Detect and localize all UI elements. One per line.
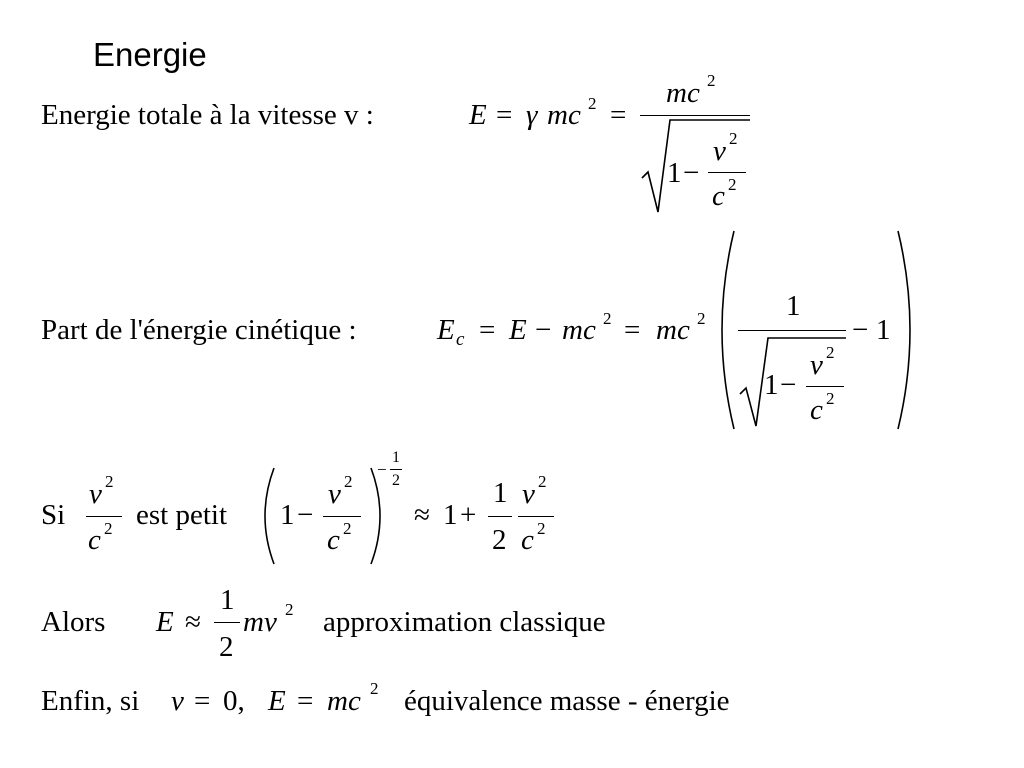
symbol-mc: mc <box>327 685 361 717</box>
fraction-bar <box>708 172 746 173</box>
symbol-mc: mc <box>656 314 690 346</box>
digit-2: 2 <box>219 631 234 663</box>
fraction-bar <box>806 386 844 387</box>
fraction-bar <box>390 469 402 470</box>
symbol-c: c <box>88 524 101 556</box>
exponent-2: 2 <box>728 175 737 194</box>
exponent-2: 2 <box>826 343 835 362</box>
symbol-mc: mc <box>562 314 596 346</box>
exponent-2: 2 <box>538 472 547 491</box>
digit-1: 1 <box>876 314 891 346</box>
equals-sign: = <box>479 314 496 346</box>
exponent-2: 2 <box>370 679 379 698</box>
fraction-bar <box>323 516 361 517</box>
fraction-bar <box>738 330 846 331</box>
digit-2: 2 <box>492 524 507 556</box>
equals-sign: = <box>496 99 513 131</box>
symbol-v: v <box>171 685 184 717</box>
exponent-minus: − <box>377 460 387 479</box>
enfin-label: Enfin, si <box>41 685 140 717</box>
exponent-2: 2 <box>343 519 352 538</box>
exponent-2: 2 <box>105 472 114 491</box>
slide-title: Energie <box>93 36 207 73</box>
digit-1: 1 <box>764 369 779 401</box>
symbol-mc: mc <box>547 99 581 131</box>
equals-sign: = <box>194 685 211 717</box>
symbol-E: E <box>437 314 455 346</box>
digit-1: 1 <box>443 499 458 531</box>
subscript-c: c <box>456 329 465 350</box>
digit-1: 1 <box>220 584 235 616</box>
plus-sign: + <box>460 499 477 531</box>
est-petit-label: est petit <box>136 499 228 531</box>
total-energy-label: Energie totale à la vitesse v : <box>41 99 374 131</box>
exponent-2: 2 <box>707 71 716 90</box>
exponent-2: 2 <box>285 600 294 619</box>
exponent-2: 2 <box>537 519 546 538</box>
equals-sign: = <box>624 314 641 346</box>
exponent-denominator: 2 <box>392 472 400 489</box>
digit-1: 1 <box>280 499 295 531</box>
equals-sign: = <box>610 99 627 131</box>
kinetic-energy-label: Part de l'énergie cinétique : <box>41 314 357 346</box>
alors-label: Alors <box>41 606 106 638</box>
zero-value: 0, <box>223 685 245 717</box>
symbol-mv: mv <box>243 606 277 638</box>
approx-sign: ≈ <box>185 606 201 638</box>
symbol-c: c <box>810 394 823 426</box>
exponent-2: 2 <box>826 389 835 408</box>
exponent-2: 2 <box>104 519 113 538</box>
fraction-bar <box>488 516 512 517</box>
approx-sign: ≈ <box>414 499 430 531</box>
symbol-v: v <box>810 349 823 381</box>
exponent-numerator: 1 <box>392 449 400 466</box>
exponent-2: 2 <box>697 309 706 328</box>
minus-sign: − <box>683 157 700 189</box>
symbol-E: E <box>268 685 286 717</box>
fraction-bar <box>86 516 122 517</box>
digit-1: 1 <box>786 290 801 322</box>
minus-sign: − <box>297 499 314 531</box>
classical-approx-label: approximation classique <box>323 606 606 638</box>
symbol-E: E <box>509 314 527 346</box>
symbol-v: v <box>89 478 102 510</box>
symbol-E: E <box>156 606 174 638</box>
exponent-2: 2 <box>344 472 353 491</box>
minus-sign: − <box>780 369 797 401</box>
symbol-gamma: γ <box>526 99 538 131</box>
digit-1: 1 <box>667 157 682 189</box>
symbol-E: E <box>469 99 487 131</box>
exponent-2: 2 <box>588 94 597 113</box>
digit-1: 1 <box>493 477 508 509</box>
symbol-v: v <box>522 478 535 510</box>
minus-sign: − <box>535 314 552 346</box>
symbol-c: c <box>521 524 534 556</box>
equivalence-label: équivalence masse - énergie <box>404 685 730 717</box>
si-label: Si <box>41 499 66 531</box>
symbol-c: c <box>327 524 340 556</box>
symbol-v: v <box>328 478 341 510</box>
symbol-v: v <box>713 135 726 167</box>
minus-sign: − <box>852 314 869 346</box>
symbol-c: c <box>712 180 725 212</box>
equals-sign: = <box>297 685 314 717</box>
fraction-bar <box>214 622 240 623</box>
exponent-2: 2 <box>729 129 738 148</box>
exponent-2: 2 <box>603 309 612 328</box>
symbol-mc: mc <box>666 77 700 109</box>
fraction-bar <box>518 516 554 517</box>
